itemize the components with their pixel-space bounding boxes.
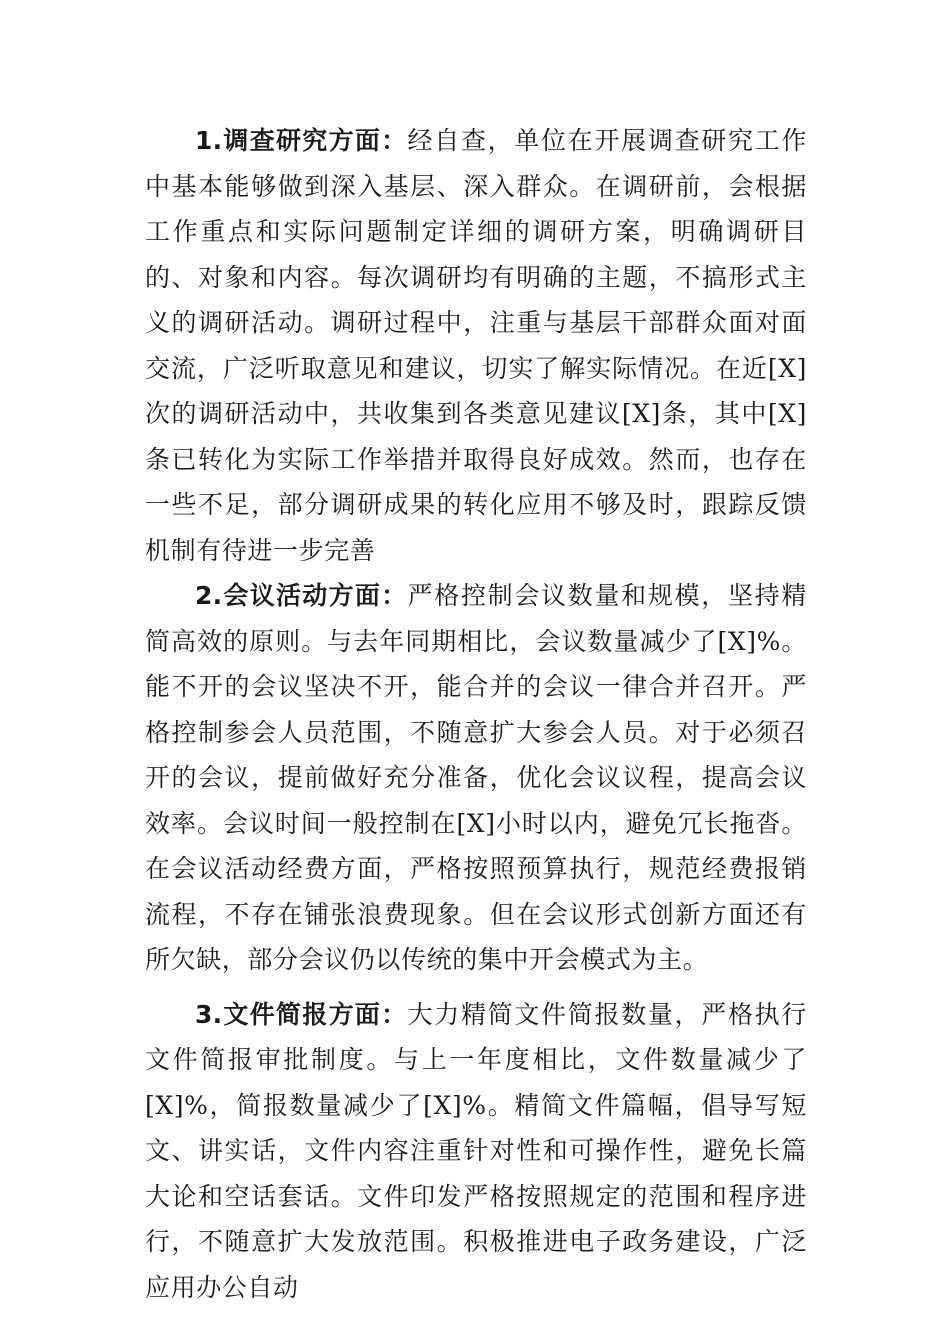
section-meetings-text: 严格控制会议数量和规模，坚持精简高效的原则。与去年同期相比，会议数量减少了[X]%。能不开的会议坚决不开，能合并的会议一律合并召开。严格控制参会人员范围，不随意扩大参会人员。对于必须召开的会议，提前做好充分准备，优化会议议程，提高会议效率。会议时间一般控制在[X]小时以内，避免冗长拖沓。在会议活动经费方面，严格按照预算执行，规范经费报销流程，不存在铺张浪费现象。但在会议形式创新方面还有所欠缺，部分会议仍以传统的集中开会模式为主。 — [145, 581, 807, 974]
section-research-heading: 1.调查研究方面： — [195, 126, 408, 155]
section-meetings — [145, 573, 807, 983]
section-documents-heading: 3.文件简报方面： — [195, 999, 408, 1029]
document-body — [145, 118, 807, 1310]
section-documents-text: 大力精简文件简报数量，严格执行文件简报审批制度。与上一年度相比，文件数量减少了[X]%，简报数量减少了[X]%。精简文件篇幅，倡导写短文、讲实话，文件内容注重针对性和可操作性，避免长篇大论和空话套话。文件印发严格按照规定的范围和程序进行，不随意扩大发放范围。积极推进电子政务建设，广泛应用办公自动 — [145, 999, 807, 1302]
section-research-text: 经自查，单位在开展调查研究工作中基本能够做到深入基层、深入群众。在调研前，会根据工作重点和实际问题制定详细的调研方案，明确调研目的、对象和内容。每次调研均有明确的主题，不搞形式主义的调研活动。调研过程中，注重与基层干部群众面对面交流，广泛听取意见和建议，切实了解实际情况。在近[X]次的调研活动中，共收集到各类意见建议[X]条，其中[X]条已转化为实际工作举措并取得良好成效。然而，也存在一些不足，部分调研成果的转化应用不够及时，跟踪反馈机制有待进一步完善 — [145, 126, 807, 565]
section-research — [145, 118, 807, 573]
section-meetings-heading: 2.会议活动方面： — [195, 581, 408, 610]
section-documents — [145, 992, 807, 1311]
